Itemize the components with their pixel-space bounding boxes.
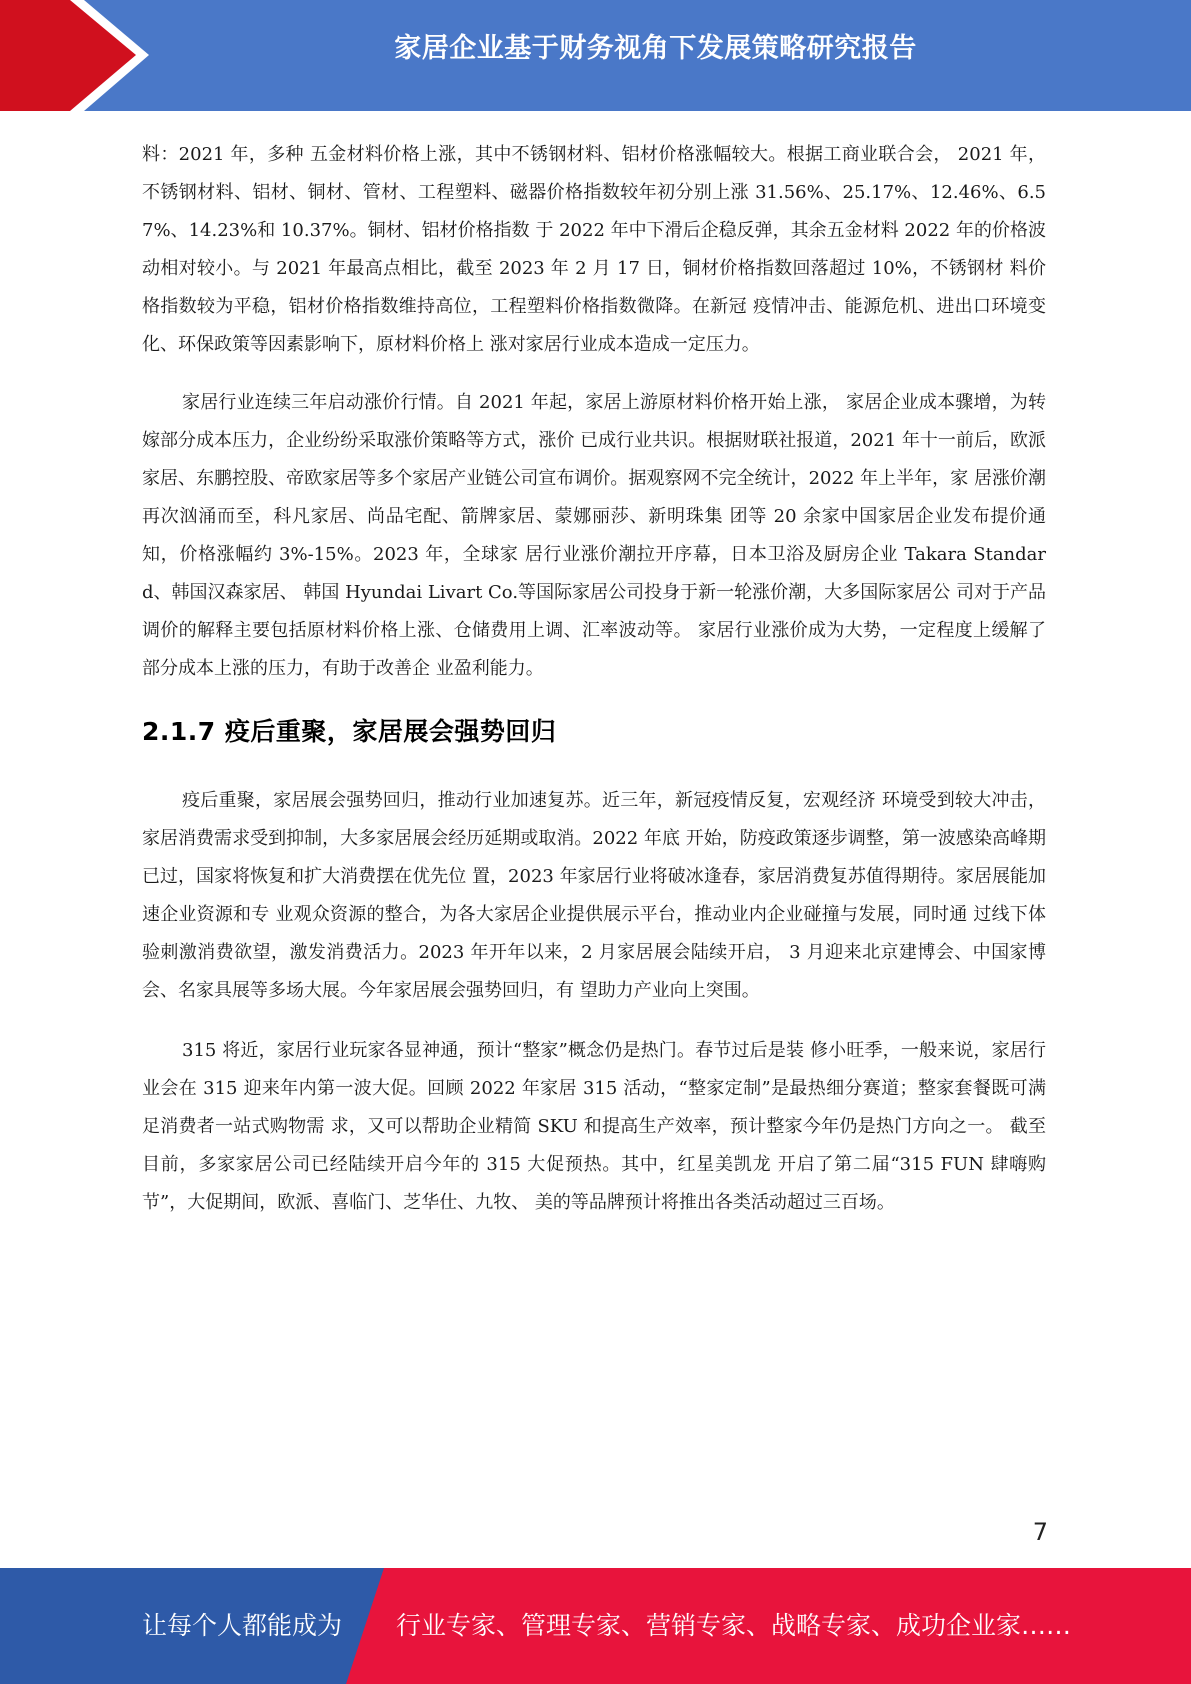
footer-banner — [0, 1568, 1191, 1684]
footer-slogan-left: 让每个人都能成为 — [142, 1611, 343, 1640]
footer-slogan-right: 行业专家、管理专家、营销专家、战略专家、成功企业家…… — [396, 1611, 1072, 1640]
paragraph-home-expo: 疫后重聚，家居展会强势回归，推动行业加速复苏。近三年，新冠疫情反复，宏观经济 环境受到较大冲击，家居消费需求受到抑制，大多家居展会经历延期或取消。2022 年底 开始，防疫政策逐步调整，第一波感染高峰期已过，国家将恢复和扩大消费摆在优先位 置，2023 年家居行业将破冰逢春，家居消费复苏值得期待。家居展能加速企业资源和专 业观众资源的整合，为各大家居企业提供展示平台，推动业内企业碰撞与发展，同时通 过线下体验刺激消费欲望，激发消费活力。2023 年开年以来，2 月家居展会陆续开启， 3 月迎来北京建博会、中国家博会、名家具展等多场大展。今年家居展会强势回归，有 望助力产业向上突围。 — [142, 790, 1046, 1001]
report-title: 家居企业基于财务视角下发展策略研究报告 — [394, 33, 917, 64]
header-banner — [0, 0, 1191, 111]
paragraph-raw-materials: 料：2021 年，多种 五金材料价格上涨，其中不锈钢材料、铝材价格涨幅较大。根据工商业联合会， 2021 年，不锈钢材料、铝材、铜材、管材、工程塑料、磁器价格指数较年初分别上涨 31.56%、25.17%、12.46%、6.57%、14.23%和 10.37%。铜材、铝材价格指数 于 2022 年中下滑后企稳反弹，其余五金材料 2022 年的价格波动相对较小。与 2021 年最高点相比，截至 2023 年 2 月 17 日，铜材价格指数回落超过 10%，不锈钢材 料价格指数较为平稳，铝材价格指数维持高位，工程塑料价格指数微降。在新冠 疫情冲击、能源危机、进出口环境变化、环保政策等因素影响下，原材料价格上 涨对家居行业成本造成一定压力。 — [142, 144, 1046, 355]
paragraph-price-increase: 家居行业连续三年启动涨价行情。自 2021 年起，家居上游原材料价格开始上涨， 家居企业成本骤增，为转嫁部分成本压力，企业纷纷采取涨价策略等方式，涨价 已成行业共识。根据财联社报道，2021 年十一前后，欧派家居、东鹏控股、帝欧家居等多个家居产业链公司宣布调价。据观察网不完全统计，2022 年上半年，家 居涨价潮再次汹涌而至，科凡家居、尚品宅配、箭牌家居、蒙娜丽莎、新明珠集 团等 20 余家中国家居企业发布提价通知，价格涨幅约 3%-15%。2023 年，全球家 居行业涨价潮拉开序幕，日本卫浴及厨房企业 Takara Standard、韩国汉森家居、 韩国 Hyundai Livart Co.等国际家居公司投身于新一轮涨价潮，大多国际家居公 司对于产品调价的解释主要包括原材料价格上涨、仓储费用上调、汇率波动等。 家居行业涨价成为大势，一定程度上缓解了部分成本上涨的压力，有助于改善企 业盈利能力。 — [142, 392, 1046, 679]
page-content — [142, 136, 1046, 1222]
paragraph-315-promotion: 315 将近，家居行业玩家各显神通，预计“整家”概念仍是热门。春节过后是装 修小旺季，一般来说，家居行业会在 315 迎来年内第一波大促。回顾 2022 年家居 315 活动，“整家定制”是最热细分赛道；整家套餐既可满足消费者一站式购物需 求，又可以帮助企业精简 SKU 和提高生产效率，预计整家今年仍是热门方向之一。 截至目前，多家家居公司已经陆续开启今年的 315 大促预热。其中，红星美凯龙 开启了第二届“315 FUN 肆嗨购节”，大促期间，欧派、喜临门、芝华仕、九牧、 美的等品牌预计将推出各类活动超过三百场。 — [142, 1040, 1046, 1213]
section-heading: 2.1.7 疫后重聚，家居展会强势回归 — [142, 717, 557, 746]
page-number: 7 — [1032, 1518, 1048, 1546]
